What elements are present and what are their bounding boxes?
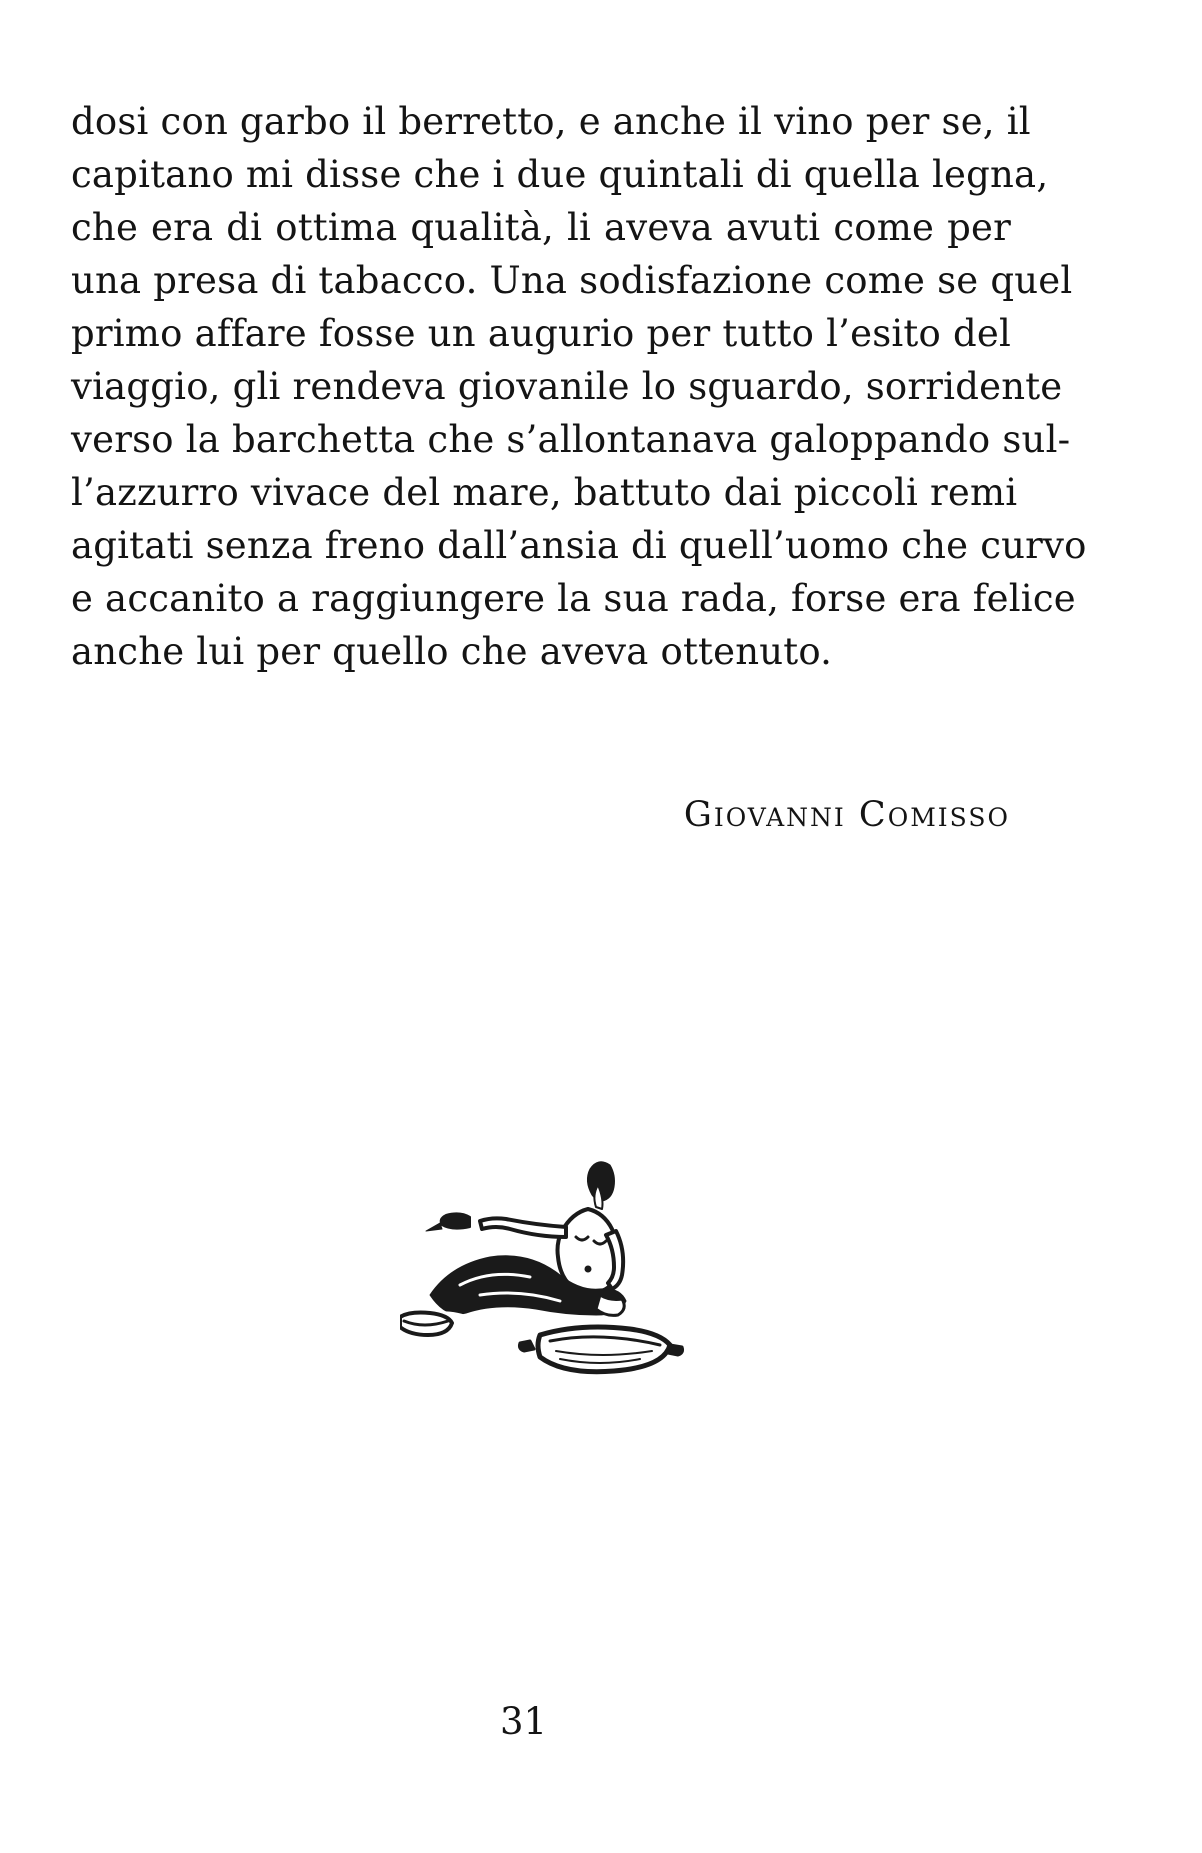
text-line: l’azzurro vivace del mare, battuto dai piccoli remi <box>71 471 1018 514</box>
page-number: 31 <box>500 1700 548 1743</box>
author-signature: Giovanni Comisso <box>683 795 1010 835</box>
text-line-last: anche lui per quello che aveva ottenuto. <box>71 630 833 673</box>
text-line: agitati senza freno dall’ansia di quell’uomo che curvo <box>71 524 1087 567</box>
text-line: e accanito a raggiungere la sua rada, forse era felice <box>71 577 1076 620</box>
text-line: primo affare fosse un augurio per tutto l’esito del <box>71 312 1011 355</box>
text-line: una presa di tabacco. Una sodisfazione come se quel <box>71 259 1073 302</box>
text-line: capitano mi disse che i due quintali di quella legna, <box>71 153 1049 196</box>
text-line: verso la barchetta che s’allontanava galoppando sul- <box>71 418 1071 461</box>
text-line: dosi con garbo il berretto, e anche il vino per se, il <box>71 100 1031 143</box>
body-paragraph <box>71 95 1087 678</box>
text-line: che era di ottima qualità, li aveva avuti come per <box>71 206 1011 249</box>
text-line: viaggio, gli rendeva giovanile lo sguardo, sorridente <box>71 365 1063 408</box>
woodcut-vignette-illustration <box>400 1145 700 1385</box>
